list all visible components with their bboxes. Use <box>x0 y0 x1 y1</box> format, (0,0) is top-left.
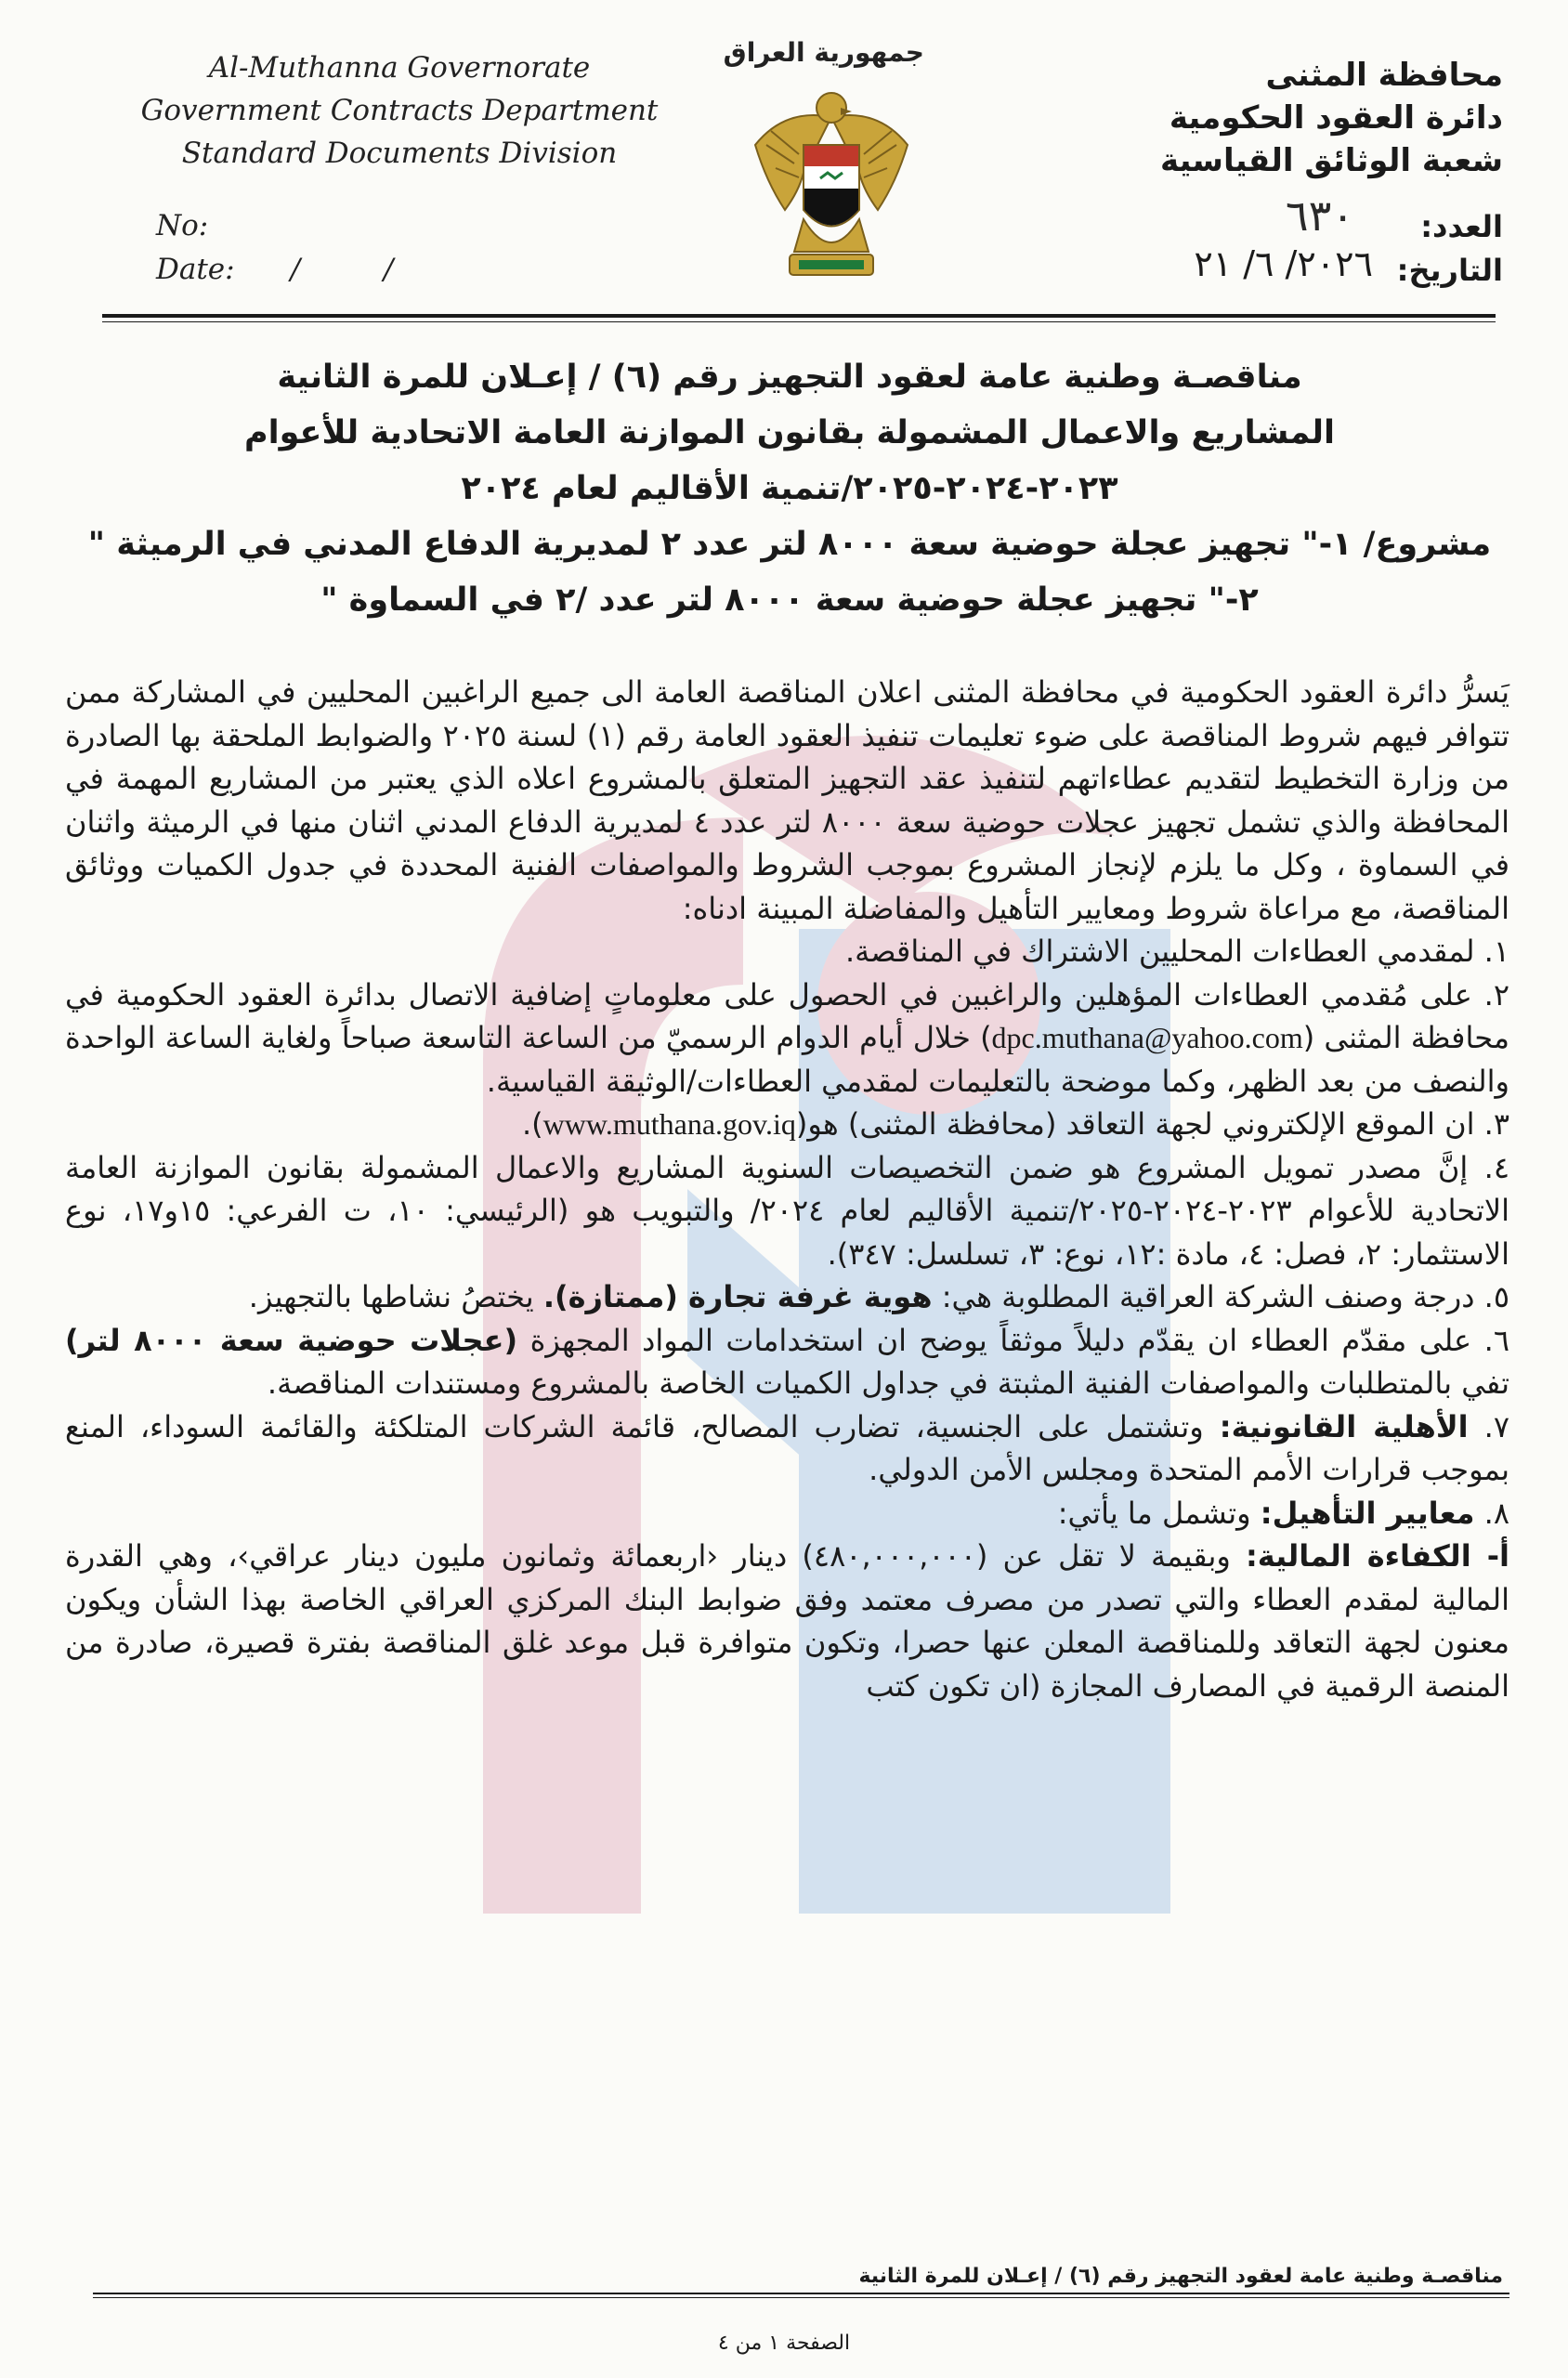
number-label-en: No: <box>156 209 209 242</box>
clause-6-text-b: تفي بالمتطلبات والمواصفات الفنية المثبتة في جداول الكميات الخاصة بالمشروع ومستندات المناقصة. <box>267 1365 1509 1401</box>
announcement-body <box>65 671 1509 1707</box>
page-number: الصفحة ١ من ٤ <box>717 2332 851 2355</box>
clause-8-number: ٨. <box>1474 1495 1509 1531</box>
header-divider-thin <box>102 321 1496 322</box>
clause-7-text: وتشتمل على الجنسية، تضارب المصالح، قائمة الشركات المتلكئة والقائمة السوداء، المنع بموجب قرارات الأمم المتحدة ومجلس الأمن الدولي. <box>65 1408 1509 1487</box>
department-name-en: Government Contracts Department <box>140 94 659 127</box>
clause-3 <box>65 1103 1509 1146</box>
title-line-2: المشاريع والاعمال المشمولة بقانون الموازنة العامة الاتحادية للأعوام <box>243 414 1336 451</box>
clause-8a <box>65 1535 1509 1707</box>
footer-divider <box>93 2293 1509 2294</box>
iraq-eagle-emblem-icon <box>748 80 915 294</box>
clause-5-text-a: ٥. درجة وصنف الشركة العراقية المطلوبة هي: <box>932 1279 1509 1314</box>
clause-5-bold: هوية غرفة تجارة (ممتازة). <box>542 1279 933 1314</box>
header-english-block <box>74 46 725 175</box>
clause-5-text-b: يختصُ نشاطها بالتجهيز. <box>248 1279 543 1314</box>
clause-8a-text: وبقيمة لا تقل عن (٤٨٠,٠٠٠,٠٠٠) دينار ‹اربعمائة وثمانون مليون دينار عراقي›، وهي القدرة المالية لمقدم العطاء والتي تصدر من مصرف معتمد وفق ضوابط البنك المركزي العراقي الخاصة بهذا الشأن ويكون معنون لجهة التعاقد وللمناقصة المعلن عنها حصرا، وتكون متوافرة قبل موعد غلق المناقصة بفترة قصيرة، صادرة من المنصة الرقمية في المصارف المجازة (ان تكون كتب <box>65 1538 1509 1704</box>
clause-6-text-a: ٦. على مقدّم العطاء ان يقدّم دليلاً موثقاً يوضح ان استخدامات المواد المجهزة <box>517 1322 1510 1358</box>
clause-1: ١. لمقدمي العطاءات المحليين الاشتراك في المناقصة. <box>844 934 1509 969</box>
division-name-ar: شعبة الوثائق القياسية <box>1160 142 1503 179</box>
division-name-en: Standard Documents Division <box>181 137 618 170</box>
intro-paragraph: يَسرُّ دائرة العقود الحكومية في محافظة المثنى اعلان المناقصة العامة الى جميع الراغبين المحليين في المشاركة ممن تتوافر فيهم شروط المناقصة على ضوء تعليمات تنفيذ العقود العامة رقم (١) لسنة ٢٠٢٥ والضوابط الملحقة بها الصادرة من وزارة التخطيط لتقديم عطاءاتهم لتنفيذ عقد التجهيز المتعلق بالمشروع اعلاه الذي يعتبر من المشاريع المهمة في المحافظة والذي تشمل تجهيز عجلات حوضية سعة ٨٠٠٠ لتر عدد ٤ لمديرية الدفاع المدني اثنان منها في الرميثة واثنان في السماوة ، وكل ما يلزم لإنجاز المشروع بموجب الشروط والمواصفات الفنية المحددة في جدول الكميات ووثائق المناقصة، مع مراعاة شروط ومعايير التأهيل والمفاضلة المبينة ادناه: <box>65 674 1510 926</box>
date-line-en <box>156 253 430 286</box>
tender-title <box>74 349 1505 628</box>
footer-title: مناقصـة وطنية عامة لعقود التجهيز رقم (٦) / إعـلان للمرة الثانية <box>858 2265 1503 2288</box>
document-date: ٢٠٢٦/ ٦/ ٢١ <box>1194 243 1373 284</box>
footer-divider-thin <box>93 2297 1509 2298</box>
clause-6-bold: (عجلات حوضية سعة ٨٠٠٠ لتر) <box>65 1322 518 1358</box>
date-label-en: Date: <box>156 253 235 286</box>
title-line-1: مناقصـة وطنية عامة لعقود التجهيز رقم (٦) / إعـلان للمرة الثانية <box>277 359 1302 396</box>
date-label-ar: التاريخ: <box>1396 253 1503 288</box>
clause-3-text-a: ٣. ان الموقع الإلكتروني لجهة التعاقد (محافظة المثنى) هو( <box>795 1106 1509 1142</box>
department-name-ar: دائرة العقود الحكومية <box>1169 99 1503 137</box>
clause-4: ٤. إنَّ مصدر تمويل المشروع هو ضمن التخصيصات السنوية المشاريع والاعمال المشمولة بقانون الموازنة العامة الاتحادية للأعوام ٢٠٢٣-٢٠٢٤-٢٠٢٥/تنمية الأقاليم لعام ٢٠٢٤/ والتبويب هو (الرئيسي: ١٠، ت الفرعي: ١٥و١٧، نوع الاستثمار: ٢، فصل: ٤، مادة :١٢، نوع: ٣، تسلسل: ٣٤٧). <box>65 1149 1510 1272</box>
clause-2-text-b: ) خلال أيام الدوام الرسميّ من الساعة التاسعة صباحاً ولغاية الساعة الواحدة والنصف من بعد الظهر، وكما موضحة بالتعليمات لمقدمي العطاءات/الوثيقة القياسية. <box>65 1020 1509 1099</box>
clause-5 <box>65 1275 1509 1319</box>
title-line-4: مشروع/ ١-" تجهيز عجلة حوضية سعة ٨٠٠٠ لتر عدد ٢ لمديرية الدفاع المدني في الرميثة " <box>87 526 1492 563</box>
republic-of-iraq-caption: جمهورية العراق <box>723 37 924 68</box>
number-label-ar: العدد: <box>1420 209 1503 244</box>
clause-8-text: وتشمل ما يأتي: <box>1057 1495 1261 1531</box>
header-divider <box>102 314 1496 318</box>
clause-7 <box>65 1405 1509 1492</box>
clause-2 <box>65 973 1509 1104</box>
contact-email-link[interactable]: dpc.muthana@yahoo.com <box>991 1021 1303 1054</box>
header-arabic-block <box>1057 54 1503 182</box>
title-line-5: ٢-" تجهيز عجلة حوضية سعة ٨٠٠٠ لتر عدد /٢ في السماوة " <box>320 581 1259 619</box>
website-link[interactable]: www.muthana.gov.iq <box>542 1107 796 1141</box>
title-line-3: ٢٠٢٣-٢٠٢٤-٢٠٢٥/تنمية الأقاليم لعام ٢٠٢٤ <box>461 470 1118 507</box>
clause-8-bold: معايير التأهيل: <box>1260 1495 1475 1531</box>
clause-8a-bold: أ- الكفاءة المالية: <box>1245 1538 1510 1574</box>
clause-2-text-a: ٢. على مُقدمي العطاءات المؤهلين والراغبين في الحصول على معلوماتٍ إضافية الاتصال بدائرة العقود الحكومية في محافظة المثنى ( <box>65 976 1509 1055</box>
document-number: ٦٣٠ <box>1285 190 1354 241</box>
clause-6 <box>65 1319 1509 1405</box>
governorate-name-ar: محافظة المثنى <box>1265 57 1503 94</box>
clause-7-bold: الأهلية القانونية: <box>1219 1408 1469 1444</box>
emblem-block <box>723 37 924 297</box>
governorate-name-en: Al-Muthanna Governorate <box>208 51 591 85</box>
clause-3-text-b: ). <box>521 1106 543 1142</box>
clause-8 <box>65 1492 1509 1535</box>
date-slashes-en: / / <box>290 253 431 286</box>
clause-7-number: ٧. <box>1468 1408 1510 1444</box>
